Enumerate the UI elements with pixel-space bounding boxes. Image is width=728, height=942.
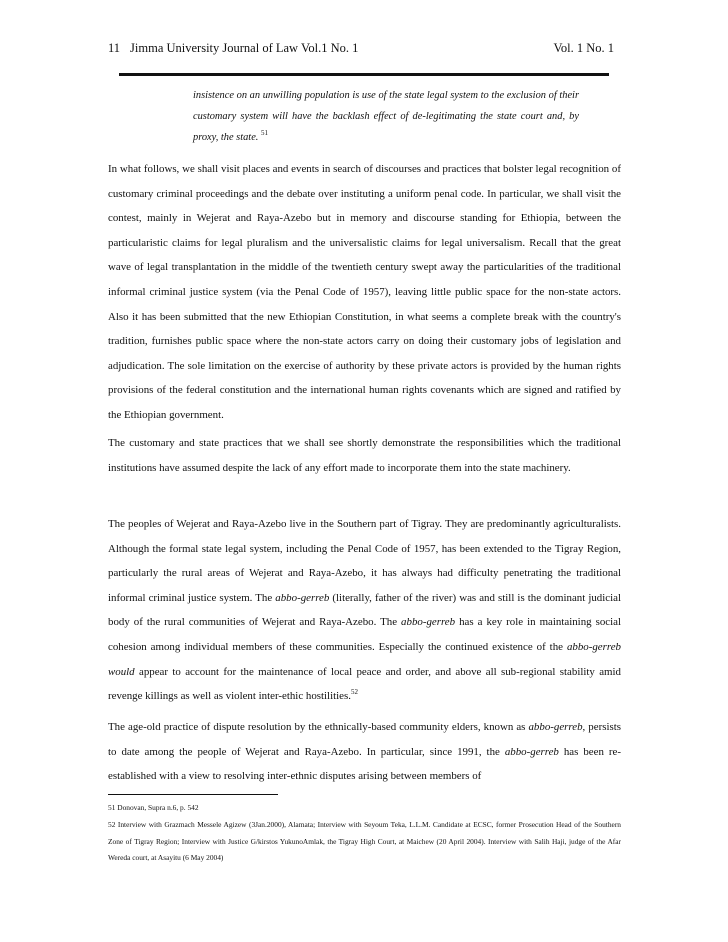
p3-text-3: has a key role in maintaining social cohesion among individual members of these communities. Especially the continued existence of the — [108, 616, 621, 653]
term-abbo-gerreb: abbo-gerreb — [275, 591, 330, 604]
paragraph-2: The customary and state practices that we shall see shortly demonstrate the responsibilities which the traditional institutions have assumed despite the lack of any effort made to incorporate them into the state machinery. — [108, 437, 621, 474]
p3-text-4: appear to account for the maintenance of local peace and order, and above all sub-regional stability amid revenge killings as well as violent inter-ethic hostilities. — [108, 665, 621, 703]
paragraph-4 — [108, 715, 621, 789]
footnote-ref-52[interactable]: 52 — [350, 688, 358, 697]
p4-text-1: The age-old practice of dispute resolution by the ethnically-based community elders, known as — [108, 721, 529, 733]
footnote-ref-51[interactable]: 51 — [261, 129, 269, 137]
footnote-rule — [108, 794, 278, 795]
header-rule — [119, 73, 609, 76]
journal-title: Jimma University Journal of Law Vol.1 No. 1 — [130, 41, 359, 55]
term-abbo-gerreb: abbo-gerreb — [504, 745, 559, 758]
page-number: 11 — [108, 41, 121, 55]
p3-text-2: (literally, father of the river) was and still is the dominant judicial body of the rural communities of Wejerat and Raya-Azebo. The — [108, 591, 621, 629]
header-left — [108, 41, 358, 56]
footnotes — [108, 800, 621, 867]
footnote-52: 52 Interview with Grazmach Messele Agizew (3Jan.2000), Alamata; Interview with Seyoum Teka, L.L.M. Candidate at ECSC, former Prosecution Head of the Southern Zone of Tigray Region; Interview with Justice G/kirstos YukunoAmlak, the Tigray High Court, at Maichew (20 April 2004). Interview with Salih Haji, judge of the Afar Wereda court, at Asayitu (6 May 2004) — [108, 819, 621, 863]
volume-label: Vol. 1 No. 1 — [553, 41, 614, 55]
page-header — [108, 41, 614, 56]
block-quote — [193, 85, 579, 148]
footnote-51: 51 Donovan, Supra n.6, p. 542 — [108, 803, 199, 812]
term-abbo-gerreb: abbo-gerreb — [528, 721, 583, 733]
p3-text-1: The peoples of Wejerat and Raya-Azebo live in the Southern part of Tigray. They are predominantly agriculturalists. Although the formal state legal system, including the Penal Code of 1957, has been extended to the Tigray Region, particularly the rural areas of Wejerat and Raya-Azebo, it has always had difficulty penetrating the traditional informal criminal justice system. The — [108, 518, 621, 604]
quote-text: insistence on an unwilling population is use of the state legal system to the exclusion of their customary system will have the backlash effect of de-legitimating the state court and, by proxy, the state. — [193, 90, 579, 143]
paragraph-1: In what follows, we shall visit places and events in search of discourses and practices that bolster legal recognition of customary criminal proceedings and the debate over instituting a uniform penal code. In particular, we shall visit the contest, mainly in Wejerat and Raya-Azebo but in memory and discourse standing for Ethiopia, between the particularistic claims for legal pluralism and the universalistic claims for legal universalism. Recall that the great wave of legal transplantation in the middle of the twentieth century swept away the particularities of the traditional informal criminal justice system (via the Penal Code of 1957), leaving little public space for the non-state actors. Also it has been submitted that the new Ethiopian Constitution, in what seems a complete break with the country's tradition, furnishes public space where the non-state actors carry on doing their customary jobs of legislation and adjudication. The sole limitation on the exercise of authority by these private actors is provided by the human rights provisions of the federal constitution and the international human rights covenants which are signed and ratified by the Ethiopian government. — [108, 163, 621, 421]
paragraph-3 — [108, 512, 621, 709]
p4-text-2: , persists to date among the people of Wejerat and Raya-Azebo. In particular, since 1991, the — [108, 721, 621, 758]
term-abbo-gerreb: abbo-gerreb would — [108, 640, 621, 678]
term-abbo-gerreb: abbo-gerreb — [401, 616, 456, 629]
p4-text-3: has been re-established with a view to resolving inter-ethnic disputes arising between members of — [108, 745, 621, 783]
